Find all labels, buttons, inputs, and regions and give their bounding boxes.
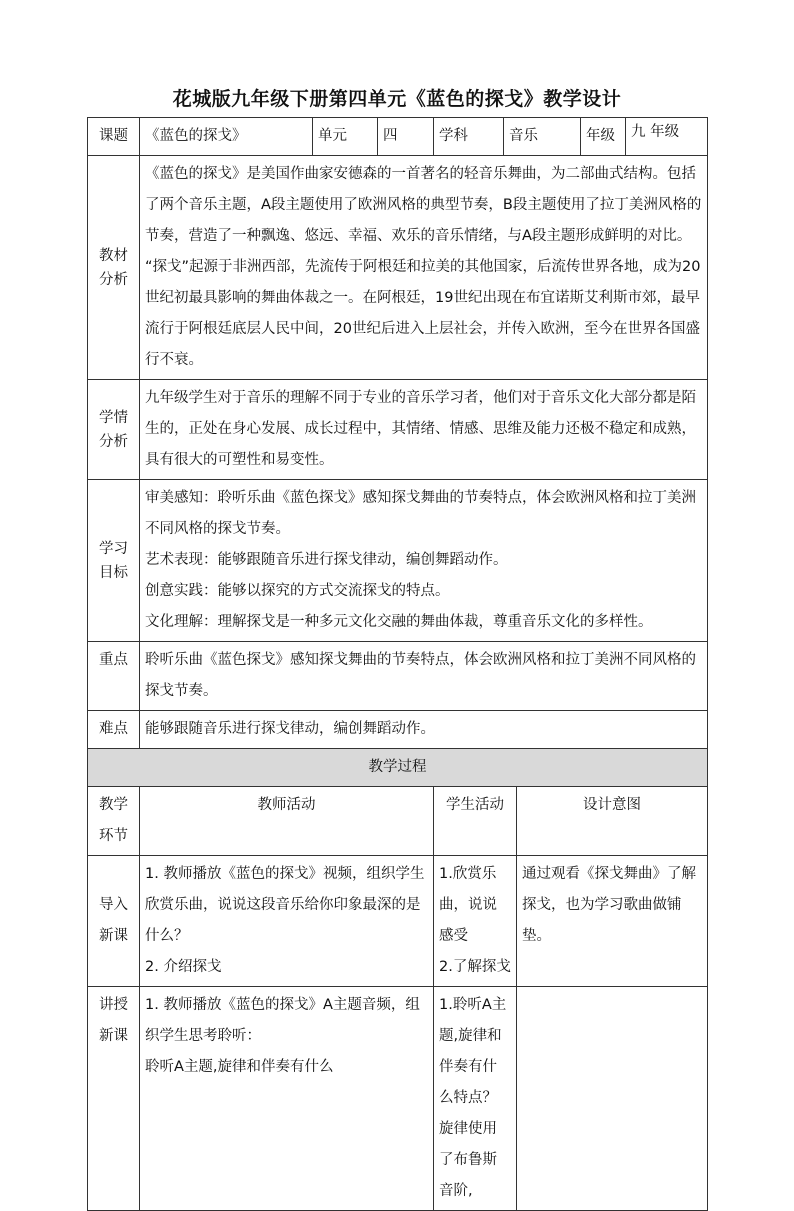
goal-item: 审美感知：聆听乐曲《蓝色探戈》感知探戈舞曲的节奏特点，体会欧洲风格和拉丁美洲不同风格的探戈节奏。 <box>145 490 696 537</box>
goal-item: 创意实践：能够以探究的方式交流探戈的特点。 <box>145 583 450 599</box>
stage-cell: 讲授新课 <box>88 987 140 1211</box>
analysis-paragraph-2: “探戈”起源于非洲西部，先流传于阿根廷和拉美的其他国家，后流传世界各地，成为20世纪初最具影响的舞曲体裁之一。在阿根廷，19世纪出现在布宜诺斯艾利斯市郊，最早流行于阿根廷底层人民中间，20世纪后进入上层社会，并传入欧洲，至今在世界各国盛行不衰。 <box>145 259 701 368</box>
column-header-stage: 教学环节 <box>88 787 140 856</box>
teacher-activity: 1. 教师播放《蓝色的探戈》视频，组织学生欣赏乐曲，说说这段音乐给你印象最深的是什么？ <box>145 866 425 944</box>
stage-cell: 导入新课 <box>88 856 140 987</box>
process-heading-row <box>88 749 708 787</box>
topic-value: 《蓝色的探戈》 <box>140 118 313 156</box>
student-cell <box>434 987 517 1211</box>
student-activity: 2.了解探戈 <box>439 959 511 975</box>
column-header-teacher: 教师活动 <box>140 787 434 856</box>
teacher-cell <box>140 856 434 987</box>
key-point-label: 重点 <box>88 642 140 711</box>
student-activity: 1.欣赏乐曲，说说感受 <box>439 866 497 944</box>
goals-row <box>88 480 708 642</box>
key-point-content: 聆听乐曲《蓝色探戈》感知探戈舞曲的节奏特点，体会欧洲风格和拉丁美洲不同风格的探戈节奏。 <box>140 642 708 711</box>
process-heading: 教学过程 <box>88 749 708 787</box>
analysis-label: 教材分析 <box>88 156 140 380</box>
key-point-row <box>88 642 708 711</box>
table-row <box>88 856 708 987</box>
analysis-content <box>140 156 708 380</box>
column-header-intent: 设计意图 <box>517 787 708 856</box>
learner-row <box>88 380 708 480</box>
table-row <box>88 987 708 1211</box>
learner-content: 九年级学生对于音乐的理解不同于专业的音乐学习者，他们对于音乐文化大部分都是陌生的，正处在身心发展、成长过程中，其情绪、情感、思维及能力还极不稳定和成熟，具有很大的可塑性和易变性。 <box>140 380 708 480</box>
teacher-activity: 聆听A主题,旋律和伴奏有什么 <box>145 1059 334 1075</box>
column-header-student: 学生活动 <box>434 787 517 856</box>
student-activity: 1.聆听A主题,旋律和伴奏有什么特点？ <box>439 997 507 1106</box>
teacher-activity: 1. 教师播放《蓝色的探戈》A主题音频，组织学生思考聆听： <box>145 997 420 1044</box>
process-columns-row <box>88 787 708 856</box>
lesson-plan-table <box>87 117 708 1211</box>
subject-value: 音乐 <box>504 118 581 156</box>
student-cell <box>434 856 517 987</box>
goals-label: 学习目标 <box>88 480 140 642</box>
page-title: 花城版九年级下册第四单元《蓝色的探戈》教学设计 <box>172 88 622 110</box>
intent-cell: 通过观看《探戈舞曲》了解探戈，也为学习歌曲做铺垫。 <box>517 856 708 987</box>
subject-label: 学科 <box>434 118 504 156</box>
goal-item: 文化理解：理解探戈是一种多元文化交融的舞曲体裁，尊重音乐文化的多样性。 <box>145 614 653 630</box>
difficulty-row <box>88 711 708 749</box>
teacher-activity: 2. 介绍探戈 <box>145 959 222 975</box>
unit-label: 单元 <box>313 118 378 156</box>
intent-cell <box>517 987 708 1211</box>
goal-item: 艺术表现：能够跟随音乐进行探戈律动，编创舞蹈动作。 <box>145 552 508 568</box>
analysis-row <box>88 156 708 380</box>
grade-value: 九 年级 <box>626 118 708 156</box>
analysis-paragraph-1: 《蓝色的探戈》是美国作曲家安德森的一首著名的轻音乐舞曲，为二部曲式结构。包括了两个音乐主题，A段主题使用了欧洲风格的典型节奏，B段主题使用了拉丁美洲风格的节奏，营造了一种飘逸、悠远、幸福、欢乐的音乐情绪，与A段主题形成鲜明的对比。 <box>145 166 702 244</box>
learner-label: 学情分析 <box>88 380 140 480</box>
header-row <box>88 118 708 156</box>
grade-label: 年级 <box>581 118 626 156</box>
unit-value: 四 <box>378 118 434 156</box>
student-activity: 旋律使用了布鲁斯音阶, <box>439 1121 497 1199</box>
difficulty-label: 难点 <box>88 711 140 749</box>
goals-content <box>140 480 708 642</box>
topic-label: 课题 <box>88 118 140 156</box>
teacher-cell <box>140 987 434 1211</box>
difficulty-content: 能够跟随音乐进行探戈律动，编创舞蹈动作。 <box>140 711 708 749</box>
